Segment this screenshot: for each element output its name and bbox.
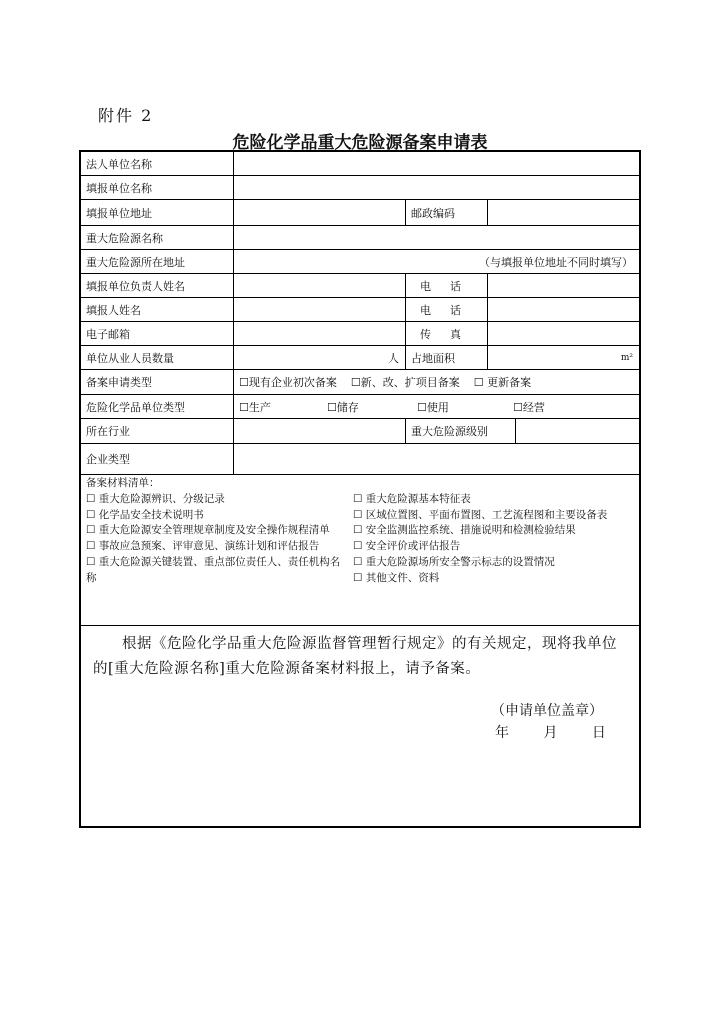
hazard-source-name-field[interactable]: [233, 226, 639, 249]
row-filing-type: [81, 370, 639, 395]
day-label: 日: [591, 725, 606, 741]
form-title: 危险化学品重大危险源备案申请表: [232, 133, 488, 153]
filing-unit-name-label: 填报单位名称: [86, 181, 152, 195]
unit-head-name-label: 填报单位负责人姓名: [86, 279, 185, 293]
filing-type-label: 备案申请类型: [86, 376, 152, 389]
material-item[interactable]: ☐ 重大危险源安全管理规章制度及安全操作规程清单: [86, 524, 330, 537]
email-label: 电子邮箱: [86, 327, 130, 341]
industry-label: 所在行业: [86, 425, 130, 438]
unit-type-label: 危险化学品单位类型: [86, 400, 185, 414]
phone-label: 电 话: [405, 274, 487, 297]
option-update-filing[interactable]: ☐ 更新备案: [473, 376, 532, 389]
material-item[interactable]: ☐ 区域位置图、平面布置图、工艺流程图和主要设备表: [353, 508, 608, 521]
area-unit: m²: [620, 352, 633, 363]
filing-unit-address-label: 填报单位地址: [86, 206, 152, 220]
row-industry: [81, 419, 639, 444]
month-label: 月: [543, 725, 558, 741]
material-item[interactable]: ☐ 化学品安全技术说明书: [86, 508, 204, 521]
row-employees: [81, 346, 639, 370]
row-unit-head: [81, 274, 639, 298]
material-item[interactable]: ☐ 其他文件、资料: [353, 571, 440, 584]
filing-type-options: [233, 370, 639, 394]
material-item[interactable]: ☐ 安全评价或评估报告: [353, 540, 461, 553]
hazard-source-address-field[interactable]: [233, 250, 639, 273]
materials-heading: 备案材料清单：: [86, 477, 160, 489]
row-filler: [81, 298, 639, 322]
row-filing-unit: [81, 176, 639, 200]
unit-head-name-field[interactable]: [233, 274, 405, 297]
row-hazard-name: [81, 226, 639, 250]
materials-checklist: [81, 475, 639, 626]
phone-field[interactable]: [487, 274, 639, 297]
hazard-level-label: 重大危险源级别: [405, 419, 515, 443]
option-trade[interactable]: ☐经营: [513, 400, 545, 414]
postal-code-field[interactable]: [487, 200, 639, 225]
option-new-project-filing[interactable]: ☐新、改、扩项目备案: [350, 376, 460, 389]
material-item[interactable]: ☐ 重大危险源关键装置、重点部位责任人、责任机构名称: [86, 555, 341, 584]
land-area-field[interactable]: [487, 346, 639, 369]
legal-unit-name-label: 法人单位名称: [86, 157, 152, 171]
materials-right-column: [353, 492, 638, 586]
person-unit: 人: [388, 351, 399, 365]
land-area-label: 占地面积: [405, 346, 487, 369]
material-item[interactable]: ☐ 重大危险源场所安全警示标志的设置情况: [353, 555, 555, 568]
option-use[interactable]: ☐使用: [417, 400, 449, 414]
fax-field[interactable]: [487, 322, 639, 345]
filler-name-field[interactable]: [233, 298, 405, 321]
legal-unit-name-field[interactable]: [233, 152, 639, 175]
unit-type-options: [233, 395, 639, 418]
option-production[interactable]: ☐生产: [239, 400, 271, 414]
material-item[interactable]: ☐ 重大危险源辨识、分级记录: [86, 493, 225, 505]
application-statement: 根据《危险化学品重大危险源监督管理暂行规定》的有关规定，现将我单位的[重大危险源名称]重大危险源备案材料报上，请予备案。: [93, 636, 617, 677]
industry-field[interactable]: [233, 419, 405, 443]
row-unit-type: [81, 395, 639, 419]
row-enterprise-type: [81, 444, 639, 475]
row-email: [81, 322, 639, 346]
row-legal-unit: [81, 152, 639, 176]
filing-unit-address-field[interactable]: [233, 200, 405, 225]
fax-label: 传 真: [405, 322, 487, 345]
hazard-source-address-label: 重大危险源所在地址: [86, 255, 185, 269]
postal-code-label: 邮政编码: [405, 200, 487, 225]
email-field[interactable]: [233, 322, 405, 345]
attachment-label: 附件 2: [98, 106, 154, 125]
filler-name-label: 填报人姓名: [86, 303, 141, 317]
employee-count-label: 单位从业人员数量: [86, 351, 174, 365]
enterprise-type-field[interactable]: [233, 444, 639, 474]
phone-label-2: 电 话: [405, 298, 487, 321]
application-form: [79, 150, 641, 828]
materials-left-column: [86, 492, 341, 586]
material-item[interactable]: ☐ 重大危险源基本特征表: [353, 493, 471, 505]
material-item[interactable]: ☐ 事故应急预案、评审意见、演练计划和评估报告: [86, 540, 320, 553]
seal-label: （申请单位盖章）: [491, 703, 603, 719]
enterprise-type-label: 企业类型: [86, 453, 130, 466]
hazard-level-field[interactable]: [515, 419, 639, 443]
hazard-source-name-label: 重大危险源名称: [86, 231, 163, 245]
row-hazard-address: [81, 250, 639, 274]
option-storage[interactable]: ☐储存: [327, 400, 359, 414]
phone-field-2[interactable]: [487, 298, 639, 321]
filing-unit-name-field[interactable]: [233, 176, 639, 199]
address-note: （与填报单位地址不同时填写）: [479, 255, 633, 269]
employee-count-field[interactable]: [233, 346, 405, 369]
date-line: [495, 722, 636, 742]
year-label: 年: [495, 725, 509, 741]
material-item[interactable]: ☐ 安全监测监控系统、措施说明和检测检验结果: [353, 524, 576, 537]
option-initial-filing[interactable]: ☐现有企业初次备案: [239, 376, 337, 389]
row-filing-address: [81, 200, 639, 226]
